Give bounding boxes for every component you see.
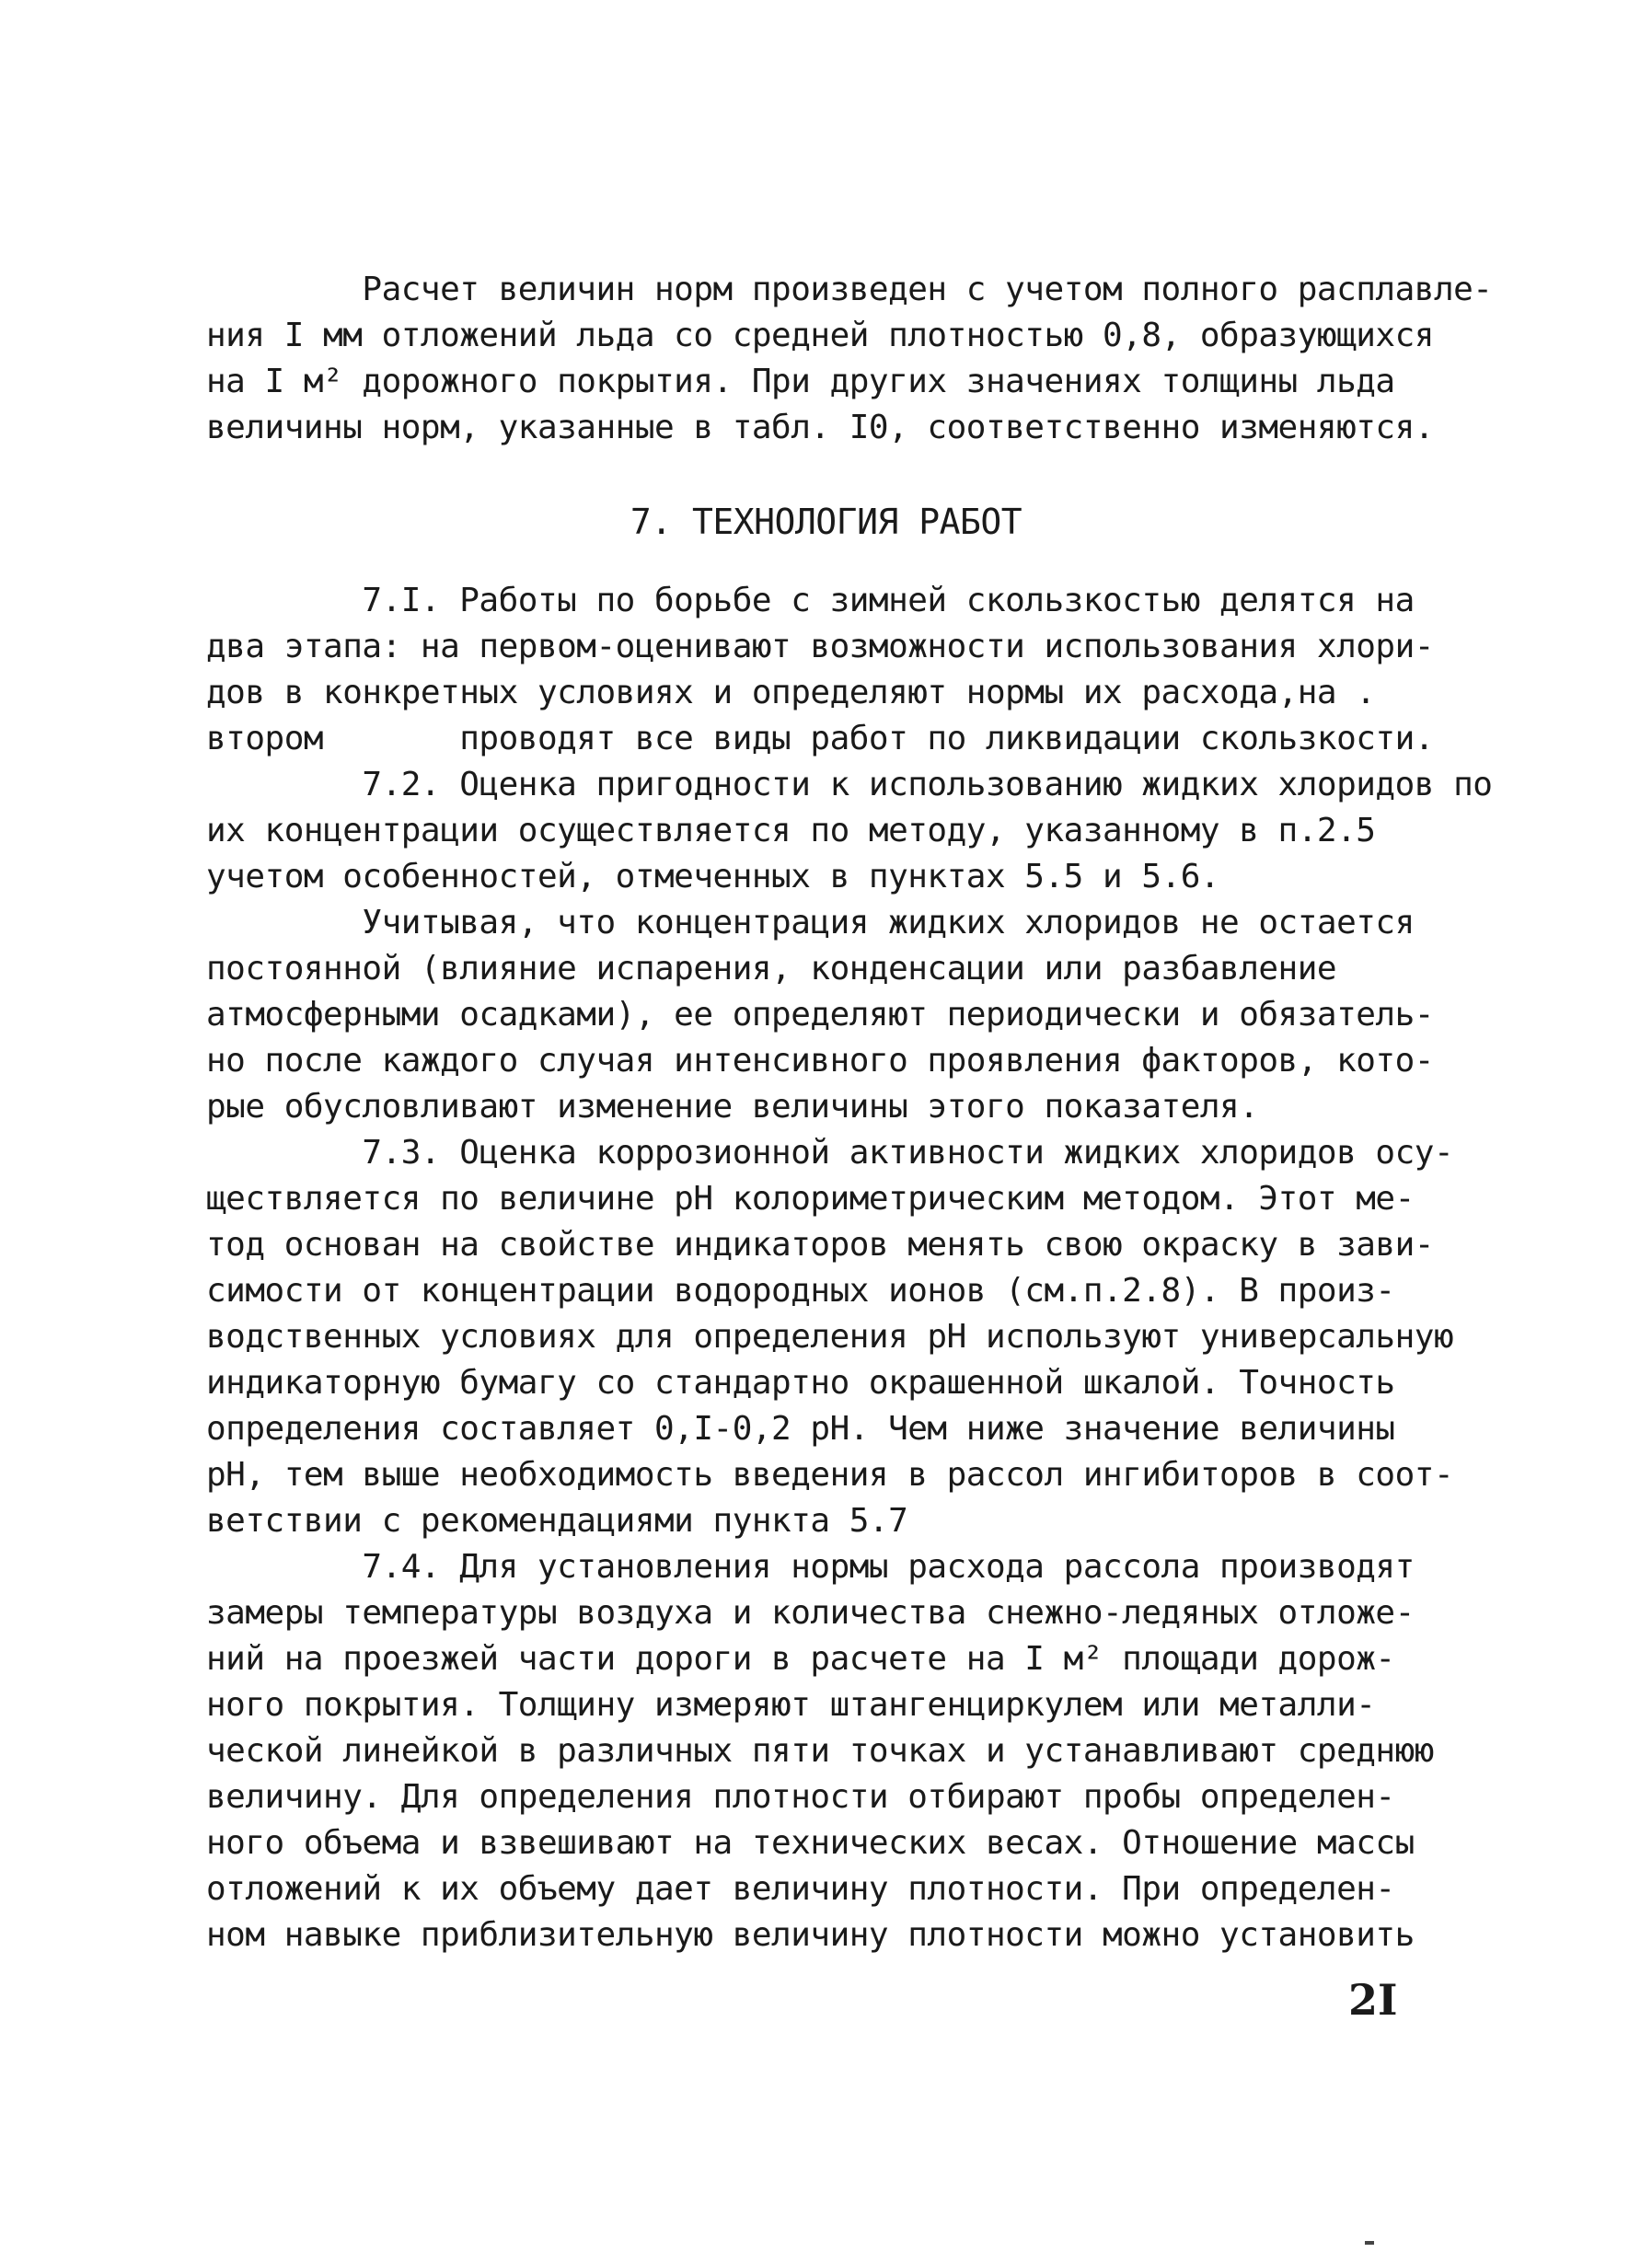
text-line: тод основан на свойстве индикаторов менять свою окраску в зави-: [206, 1226, 1434, 1264]
text-line: Расчет величин норм произведен с учетом полного расплавле-: [206, 271, 1493, 308]
page-number: 2I: [1348, 1975, 1398, 2025]
scan-speck: [1365, 2241, 1374, 2245]
section-title: 7. ТЕХНОЛОГИЯ РАБОТ: [630, 502, 1022, 542]
text-line: 7.I. Работы по борьбе с зимней скользкостью делятся на: [206, 582, 1415, 619]
text-line: втором проводят все виды работ по ликвидации скользкости.: [206, 720, 1434, 757]
text-line: величину. Для определения плотности отбирают пробы определен-: [206, 1778, 1395, 1816]
text-line: дов в конкретных условиях и определяют нормы их расхода,на .: [206, 674, 1376, 711]
text-line: их концентрации осуществляется по методу, указанному в п.2.5: [206, 812, 1376, 849]
text-line: ческой линейкой в различных пяти точках и устанавливают среднюю: [206, 1732, 1434, 1770]
text-line: атмосферными осадками), ее определяют периодически и обязатель-: [206, 996, 1434, 1034]
text-line: pH, тем выше необходимость введения в рассол ингибиторов в соот-: [206, 1456, 1454, 1494]
text-line: ного объема и взвешивают на технических весах. Отношение массы: [206, 1824, 1415, 1862]
text-line: индикаторную бумагу со стандартно окрашенной шкалой. Точность: [206, 1364, 1395, 1402]
text-line: Учитывая, что концентрация жидких хлоридов не остается: [206, 904, 1415, 941]
text-line: на I м² дорожного покрытия. При других значениях толщины льда: [206, 363, 1395, 400]
text-line: два этапа: на первом-оценивают возможности использования хлори-: [206, 628, 1434, 665]
text-line: постоянной (влияние испарения, конденсации или разбавление: [206, 950, 1337, 988]
text-line: величины норм, указанные в табл. I0, соответственно изменяются.: [206, 409, 1434, 446]
text-line: ного покрытия. Толщину измеряют штангенциркулем или металли-: [206, 1686, 1376, 1724]
text-line: ния I мм отложений льда со средней плотностью 0,8, образующихся: [206, 317, 1434, 354]
text-line: ний на проезжей части дороги в расчете на I м² площади дорож-: [206, 1640, 1395, 1678]
text-line: водственных условиях для определения pH используют универсальную: [206, 1318, 1454, 1356]
text-line: определения составляет 0,I-0,2 pH. Чем ниже значение величины: [206, 1410, 1395, 1448]
intro-paragraph: [206, 267, 1493, 451]
text-line: отложений к их объему дает величину плотности. При определен-: [206, 1870, 1395, 1908]
section-body: [206, 578, 1493, 1958]
text-line: ветствии с рекомендациями пункта 5.7: [206, 1502, 908, 1540]
text-line: ществляется по величине pH колориметрическим методом. Этот ме-: [206, 1180, 1415, 1218]
text-line: 7.3. Оценка коррозионной активности жидких хлоридов осу-: [206, 1134, 1454, 1172]
text-line: симости от концентрации водородных ионов (см.п.2.8). В произ-: [206, 1272, 1395, 1310]
text-line: рые обусловливают изменение величины этого показателя.: [206, 1088, 1259, 1126]
text-line: ном навыке приблизительную величину плотности можно установить: [206, 1916, 1415, 1954]
text-line: но после каждого случая интенсивного проявления факторов, кото-: [206, 1042, 1434, 1080]
text-line: замеры температуры воздуха и количества снежно-ледяных отложе-: [206, 1594, 1415, 1632]
text-line: 7.4. Для установления нормы расхода рассола производят: [206, 1548, 1415, 1586]
text-line: 7.2. Оценка пригодности к использованию жидких хлоридов по: [206, 766, 1493, 803]
text-line: учетом особенностей, отмеченных в пунктах 5.5 и 5.6.: [206, 858, 1220, 895]
